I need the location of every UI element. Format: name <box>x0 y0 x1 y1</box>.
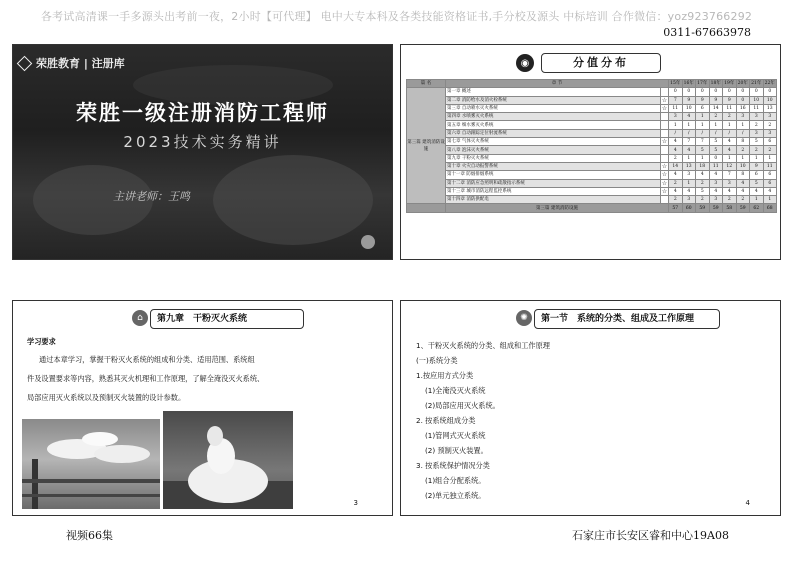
page-number: 4 <box>745 499 750 507</box>
score-cell: 4 <box>723 187 737 195</box>
camera-icon: ◉ <box>516 54 534 72</box>
table-row <box>407 138 777 146</box>
score-cell: 1 <box>763 196 777 204</box>
body-text-line: (2) 预制灭火装置。 <box>425 446 488 455</box>
slide-score-distribution <box>400 44 781 260</box>
score-cell: 7 <box>723 171 737 179</box>
score-cell: 14 <box>669 162 683 170</box>
table-header-cell: 16年 <box>683 81 694 87</box>
score-cell: 1 <box>682 121 696 129</box>
chapter-cell: 第十四章 消防供配电 <box>446 196 661 204</box>
chapter-cell: 第三章 自动喷水灭火系统 <box>446 104 661 112</box>
page-number: 3 <box>353 499 358 507</box>
score-cell: 5 <box>696 187 710 195</box>
score-cell: 16 <box>736 104 750 112</box>
score-cell: 0 <box>696 88 710 96</box>
table-row <box>407 171 777 179</box>
slide-heading: 分值分布 <box>541 53 661 73</box>
score-cell: 2 <box>750 121 764 129</box>
score-cell: 11 <box>669 104 683 112</box>
score-cell: 7 <box>696 138 710 146</box>
star-icon: ☆ <box>661 138 668 146</box>
body-text-line: (2)单元独立系统。 <box>425 491 486 500</box>
score-cell: 4 <box>709 187 723 195</box>
table-header-cell: 18年 <box>710 81 721 87</box>
section-heading: 学习要求 <box>27 337 56 346</box>
chapter-cell: 第七章 气体灭火系统 <box>446 138 661 146</box>
powder-discharge-photo <box>22 419 160 509</box>
score-cell: 2 <box>669 154 683 162</box>
total-score-cell: 57 <box>669 204 683 212</box>
score-cell: 5 <box>709 146 723 154</box>
score-cell: 1 <box>696 121 710 129</box>
photo-illustration <box>163 411 293 509</box>
score-cell: / <box>696 129 710 137</box>
score-cell: 4 <box>723 146 737 154</box>
table-row <box>407 196 777 204</box>
score-cell: 5 <box>709 138 723 146</box>
table-row <box>407 162 777 170</box>
score-cell: 2 <box>669 196 683 204</box>
table-total-row <box>407 204 777 212</box>
body-text-line: (1)全淹没灭火系统 <box>425 386 486 395</box>
score-cell: 2 <box>763 121 777 129</box>
chapter-cell: 第一章 概述 <box>446 88 661 96</box>
table-header-cell: 篇 名 <box>407 80 446 88</box>
score-cell: 4 <box>669 171 683 179</box>
score-cell: 3 <box>682 196 696 204</box>
body-text-line: 2. 按系统组成分类 <box>416 416 476 425</box>
score-cell: 12 <box>723 162 737 170</box>
empty-star-cell <box>661 196 669 204</box>
score-cell: 9 <box>750 162 764 170</box>
score-cell: 0 <box>669 88 683 96</box>
total-score-cell: 60 <box>682 204 696 212</box>
score-cell: 0 <box>709 154 723 162</box>
score-cell: 9 <box>696 96 710 104</box>
score-cell: 4 <box>682 146 696 154</box>
table-row <box>407 179 777 187</box>
score-cell: 11 <box>723 104 737 112</box>
score-cell: 6 <box>763 179 777 187</box>
score-cell: 1 <box>709 121 723 129</box>
score-cell: 1 <box>763 154 777 162</box>
score-cell: 4 <box>750 187 764 195</box>
chapter-cell: 第四章 水喷雾灭火系统 <box>446 113 661 121</box>
score-cell: 13 <box>763 104 777 112</box>
star-icon: ☆ <box>661 96 668 104</box>
slide-chapter-nine <box>12 300 393 516</box>
score-cell: 4 <box>669 146 683 154</box>
score-cell: 9 <box>682 96 696 104</box>
score-cell: 2 <box>669 179 683 187</box>
table-header-cell: 章 节 <box>446 80 669 88</box>
score-cell: 2 <box>736 196 750 204</box>
empty-star-cell <box>661 113 669 121</box>
score-cell: 0 <box>736 88 750 96</box>
score-cell: 18 <box>696 162 710 170</box>
chapter-cell: 第十二章 消防应急照明和疏散指示系统 <box>446 179 661 187</box>
total-score-cell: 59 <box>696 204 710 212</box>
score-cell: 3 <box>669 113 683 121</box>
blank-cell <box>407 204 446 212</box>
table-row <box>407 96 777 104</box>
star-icon: ☆ <box>661 171 668 179</box>
score-cell: 3 <box>709 179 723 187</box>
chapter-cell: 第八章 泡沫灭火系统 <box>446 146 661 154</box>
table-header-cell: 20年 <box>737 81 748 87</box>
slide-heading: 第一节 系统的分类、组成及工作原理 <box>534 309 720 329</box>
empty-star-cell <box>661 88 669 96</box>
table-row <box>407 129 777 137</box>
star-icon: ☆ <box>661 105 668 113</box>
table-header-row <box>407 80 777 88</box>
score-cell: 0 <box>723 88 737 96</box>
watermark-banner: 各考试高清课一手多源头出考前一夜，2小时【可代理】 电中大专本科及各类技能资格证书,手分校及源头 中标培训 合作微信：yoz923766292 <box>40 10 753 23</box>
course-subtitle: 2023技术实务精讲 <box>123 133 282 151</box>
course-title: 荣胜一级注册消防工程师 <box>76 101 329 125</box>
score-cell: 2 <box>696 179 710 187</box>
score-cell: 6 <box>696 104 710 112</box>
body-text-line: 件及设置要求等内容，熟悉其灭火机理和工作原理，了解全淹没灭火系统、 <box>27 374 265 383</box>
empty-star-cell <box>661 121 669 129</box>
score-cell: 3 <box>750 113 764 121</box>
score-table <box>406 79 777 213</box>
body-text-line: 1.按应用方式分类 <box>416 371 474 380</box>
score-cell: 1 <box>750 196 764 204</box>
chapter-cell: 第十章 火灾自动报警系统 <box>446 162 661 170</box>
total-label-cell: 第三篇 建筑消防设施 <box>446 204 669 212</box>
score-cell: / <box>682 129 696 137</box>
score-cell: 5 <box>750 138 764 146</box>
score-cell: 10 <box>682 104 696 112</box>
score-cell: 2 <box>736 146 750 154</box>
score-cell: 2 <box>723 113 737 121</box>
score-cell: / <box>709 129 723 137</box>
body-text-line: 通过本章学习，掌握干粉灭火系统的组成和分类、适用范围、系统组 <box>39 355 255 364</box>
score-cell: 1 <box>682 154 696 162</box>
score-cell: 4 <box>736 179 750 187</box>
score-cell: 3 <box>736 113 750 121</box>
score-cell: 10 <box>763 96 777 104</box>
score-cell: 3 <box>709 196 723 204</box>
score-cell: 4 <box>682 113 696 121</box>
score-cell: 8 <box>736 171 750 179</box>
score-cell: 11 <box>709 162 723 170</box>
empty-star-cell <box>661 146 669 154</box>
table-header-cell: 21年 <box>751 81 762 87</box>
score-cell: 4 <box>669 187 683 195</box>
chapter-cell: 第二章 消防给水及消火栓系统 <box>446 96 661 104</box>
home-icon: ⌂ <box>132 310 148 326</box>
powder-cloud-photo <box>163 411 293 509</box>
score-cell: / <box>669 129 683 137</box>
score-cell: 2 <box>723 196 737 204</box>
body-text-line: (1)组合分配系统。 <box>425 476 486 485</box>
body-text-line: (2)局部应用灭火系统。 <box>425 401 500 410</box>
logo-text: 荣胜教育 | 注册库 <box>36 57 125 70</box>
score-cell: 4 <box>709 171 723 179</box>
table-row <box>407 113 777 121</box>
score-cell: 1 <box>723 121 737 129</box>
footer-right-caption: 石家庄市长安区睿和中心19A08 <box>572 529 729 542</box>
body-text-line: 1、干粉灭火系统的分类、组成和工作原理 <box>416 341 550 350</box>
score-cell: 5 <box>696 146 710 154</box>
score-cell: 1 <box>696 154 710 162</box>
body-text-line: 3. 按系统保护情况分类 <box>416 461 490 470</box>
empty-star-cell <box>661 129 669 137</box>
photo-illustration <box>22 419 160 509</box>
body-text-line: (1)管网式灭火系统 <box>425 431 486 440</box>
lightbulb-icon: ✺ <box>516 310 532 326</box>
teacher-name: 主讲老师：王鸣 <box>113 190 190 203</box>
table-header-cell: 19年 <box>724 81 735 87</box>
chapter-cell: 第十三章 城市消防远程监控系统 <box>446 187 661 195</box>
score-cell: / <box>736 129 750 137</box>
table-header-cell: 15年 <box>670 81 681 87</box>
chapter-cell: 第九章 干粉灭火系统 <box>446 154 661 162</box>
score-cell: 4 <box>763 187 777 195</box>
score-cell: 7 <box>682 138 696 146</box>
score-cell: 9 <box>709 96 723 104</box>
score-cell: 5 <box>750 179 764 187</box>
score-cell: 13 <box>682 162 696 170</box>
footer-left-caption: 视频66集 <box>66 529 113 542</box>
part-name-cell: 第三篇 建筑消防设施 <box>407 88 446 204</box>
slide-title <box>12 44 393 260</box>
slide-section-one <box>400 300 781 516</box>
score-cell: 2 <box>750 146 764 154</box>
phone-number: 0311-67663978 <box>663 26 751 39</box>
chapter-cell: 第五章 细水雾灭火系统 <box>446 121 661 129</box>
total-score-cell: 59 <box>736 204 750 212</box>
chapter-cell: 第六章 自动跟踪定位射流系统 <box>446 129 661 137</box>
table-header-cell: 22年 <box>764 81 775 87</box>
total-score-cell: 62 <box>750 204 764 212</box>
score-cell: 6 <box>763 171 777 179</box>
score-cell: 6 <box>763 138 777 146</box>
score-cell: 4 <box>682 187 696 195</box>
score-cell: 9 <box>723 96 737 104</box>
score-cell: 3 <box>750 129 764 137</box>
score-cell: 11 <box>763 162 777 170</box>
score-cell: 14 <box>709 104 723 112</box>
score-cell: 0 <box>709 88 723 96</box>
brand-logo <box>19 55 125 71</box>
logo-icon <box>17 55 33 71</box>
score-cell: 10 <box>736 162 750 170</box>
play-indicator-icon[interactable] <box>361 235 375 249</box>
empty-star-cell <box>661 154 669 162</box>
score-cell: 3 <box>763 129 777 137</box>
total-score-cell: 58 <box>723 204 737 212</box>
table-header-cell: 17年 <box>697 81 708 87</box>
total-score-cell: 59 <box>709 204 723 212</box>
table-row <box>407 146 777 154</box>
score-cell: 11 <box>750 104 764 112</box>
score-cell: 4 <box>669 138 683 146</box>
score-cell: 4 <box>736 187 750 195</box>
score-cell: 3 <box>723 179 737 187</box>
score-cell: 0 <box>750 88 764 96</box>
score-cell: 0 <box>736 96 750 104</box>
star-icon: ☆ <box>661 163 668 171</box>
score-cell: 0 <box>682 88 696 96</box>
score-cell: 4 <box>723 138 737 146</box>
score-cell: 1 <box>750 154 764 162</box>
score-cell: 3 <box>763 113 777 121</box>
score-cell: 1 <box>736 121 750 129</box>
slide-heading: 第九章 干粉灭火系统 <box>150 309 304 329</box>
score-cell: 8 <box>736 138 750 146</box>
score-cell: 1 <box>669 121 683 129</box>
score-cell: 10 <box>750 96 764 104</box>
score-cell: 2 <box>709 113 723 121</box>
chapter-cell: 第十一章 防烟排烟系统 <box>446 171 661 179</box>
score-cell: 2 <box>763 146 777 154</box>
table-row <box>407 88 777 96</box>
score-cell: 1 <box>736 154 750 162</box>
score-cell: 6 <box>750 171 764 179</box>
table-row <box>407 154 777 162</box>
score-cell: 1 <box>696 113 710 121</box>
score-cell: 2 <box>696 196 710 204</box>
score-cell: / <box>723 129 737 137</box>
background-shape <box>213 155 373 245</box>
table-row <box>407 187 777 195</box>
score-cell: 3 <box>682 171 696 179</box>
score-cell: 1 <box>682 179 696 187</box>
score-cell: 7 <box>669 96 683 104</box>
score-cell: 4 <box>696 171 710 179</box>
score-cell: 1 <box>723 154 737 162</box>
star-icon: ☆ <box>661 179 668 187</box>
body-text-line: (一)系统分类 <box>416 356 458 365</box>
score-cell: 0 <box>763 88 777 96</box>
body-text-line: 局部应用灭火系统以及预制灭火装置的设计参数。 <box>27 393 186 402</box>
star-icon: ☆ <box>661 188 668 195</box>
total-score-cell: 68 <box>763 204 777 212</box>
table-row <box>407 121 777 129</box>
table-row <box>407 104 777 112</box>
